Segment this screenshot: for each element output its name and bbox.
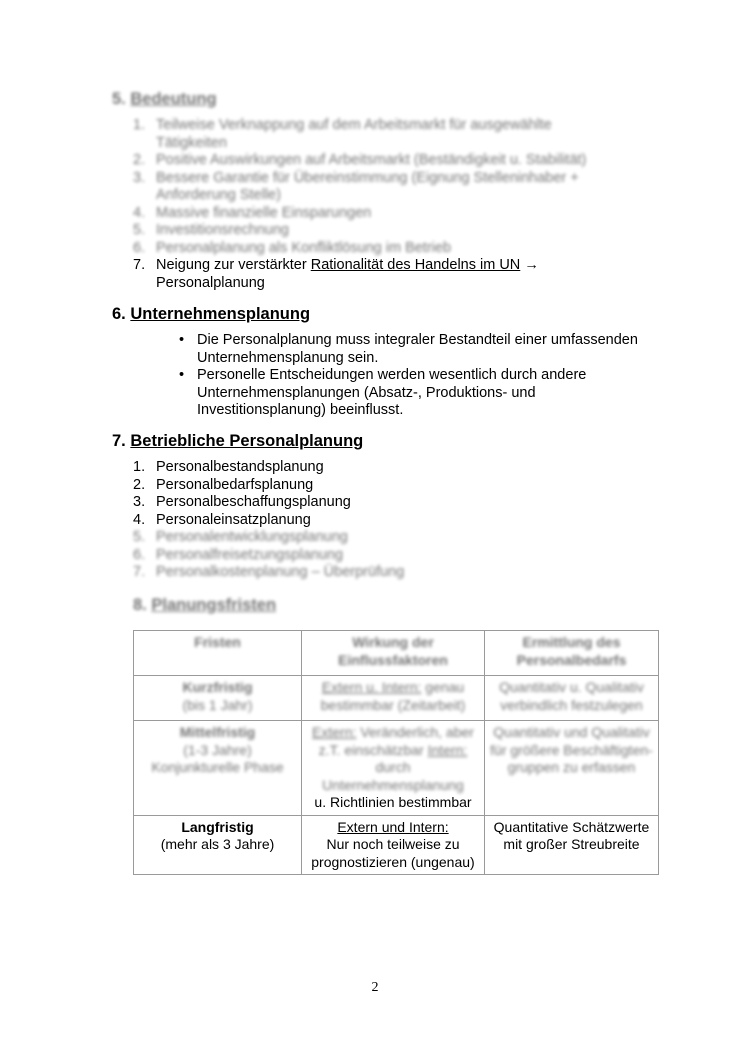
table-row: [134, 721, 659, 816]
planning-periods-table: [133, 630, 659, 875]
bullet-icon: •: [179, 332, 185, 348]
section-7-heading: [112, 432, 363, 451]
section-5-heading: [112, 90, 217, 109]
page-number: 2: [371, 980, 379, 995]
section-title: Bedeutung: [130, 90, 217, 108]
list-item: 5. Personalentwicklungsplanung: [133, 529, 348, 545]
bullet-item: • Die Personalplanung muss integraler Bestandteil einer umfassenden Unternehmensplanung sein.: [179, 332, 638, 366]
section-5-list: [133, 117, 586, 292]
list-item: 5. Investitionsrechnung: [133, 222, 289, 238]
section-number: 6.: [112, 305, 126, 323]
list-item: 4. Massive finanzielle Einsparungen: [133, 204, 372, 221]
section-7-list: [133, 459, 404, 582]
list-item: 4. Personaleinsatzplanung: [133, 511, 311, 528]
section-title: Betriebliche Personalplanung: [130, 432, 364, 450]
list-item: 6. Personalfreisetzungsplanung: [133, 546, 344, 563]
section-title: Unternehmensplanung: [130, 305, 311, 323]
list-item: 7. Personalkostenplanung – Überprüfung: [133, 564, 405, 580]
section-title: Planungsfristen: [151, 596, 277, 614]
section-6-bullets: [178, 332, 658, 420]
table-cell: Extern u. Intern: genau bestimmbar (Zeitarbeit): [302, 676, 485, 721]
section-number: 7.: [112, 432, 126, 450]
section-number: 5.: [112, 90, 126, 108]
list-item: 1. Personalbestandsplanung: [133, 459, 324, 475]
table-header-cell: Ermittlung des Personalbedarfs: [485, 631, 659, 676]
table-header-row: [134, 631, 659, 676]
table-cell: Mittelfristig (1-3 Jahre) Konjunkturelle Phase: [134, 721, 302, 816]
table-cell: Langfristig (mehr als 3 Jahre): [134, 815, 302, 875]
list-item: 7. Neigung zur verstärkter Rationalität des Handelns im UN → Personalplanung: [133, 257, 539, 291]
table-header-cell: Wirkung der Einflussfaktoren: [302, 631, 485, 676]
table-cell: Extern und Intern: Nur noch teilweise zu prognostizieren (ungenau): [302, 815, 485, 875]
table-cell: Kurzfristig (bis 1 Jahr): [134, 676, 302, 721]
table-cell: Quantitativ u. Qualitativ verbindlich festzulegen: [485, 676, 659, 721]
list-item: 6. Personalplanung als Konfliktlösung im Betrieb: [133, 239, 452, 256]
table-header-cell: Fristen: [134, 631, 302, 676]
bullet-item: • Personelle Entscheidungen werden wesentlich durch andere Unternehmensplanungen (Absatz-, Produktions- und Investitionsplanung) beeinflusst.: [179, 367, 587, 418]
list-item: 2. Personalbedarfsplanung: [133, 476, 314, 493]
section-6-heading: [112, 305, 310, 324]
table-cell: Extern: Veränderlich, aber z.T. einschätzbar Intern: durch Unternehmensplanung u. Richtlinien bestimmbar: [302, 721, 485, 816]
list-item: 2. Positive Auswirkungen auf Arbeitsmarkt (Beständigkeit u. Stabilität): [133, 152, 587, 168]
table-cell: Quantitative Schätzwerte mit großer Streubreite: [485, 815, 659, 875]
table-cell: Quantitativ und Qualitativ für größere Beschäftigten-gruppen zu erfassen: [485, 721, 659, 816]
bullet-icon: •: [179, 367, 185, 383]
table-row: [134, 676, 659, 721]
section-number: 8.: [133, 596, 147, 614]
list-item: 3. Personalbeschaffungsplanung: [133, 494, 351, 510]
list-item: 3. Bessere Garantie für Übereinstimmung (Eignung Stelleninhaber + Anforderung Stelle): [133, 169, 579, 203]
list-item: 1. Teilweise Verknappung auf dem Arbeitsmarkt für ausgewählte Tätigkeiten: [133, 117, 552, 151]
table-row: [134, 815, 659, 875]
arrow-right-icon: →: [524, 257, 539, 273]
section-8-heading: [133, 596, 276, 615]
